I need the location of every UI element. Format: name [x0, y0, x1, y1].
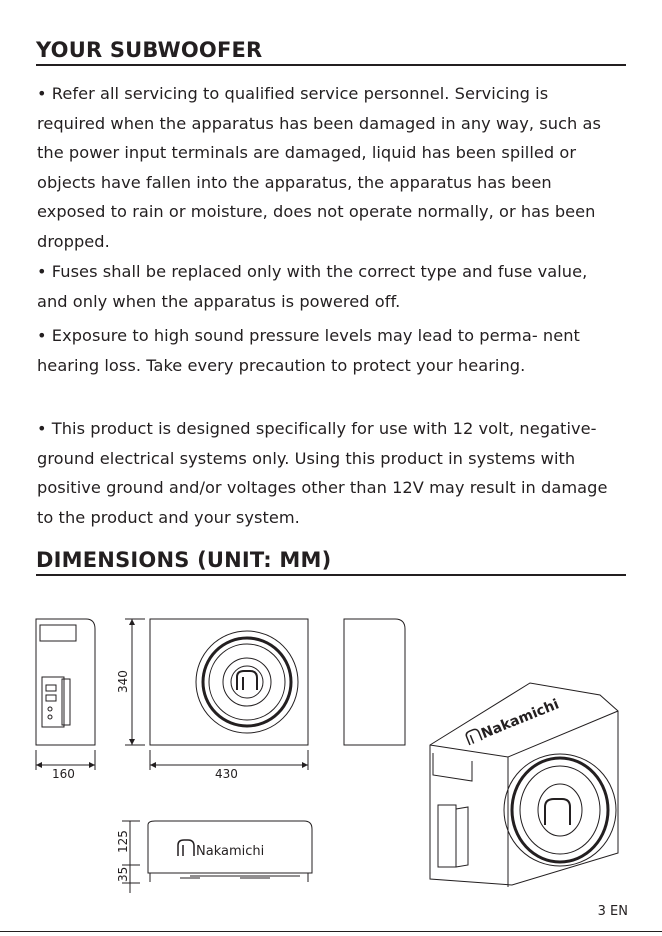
- section-title-your-subwoofer: YOUR SUBWOOFER: [36, 38, 626, 66]
- brand-text-top: Nakamichi: [196, 844, 265, 859]
- front-view-drawing: [150, 619, 308, 745]
- paragraph-fuses: • Fuses shall be replaced only with the correct type and fuse value, and only when the apparatus is powered off.: [37, 262, 588, 311]
- paragraph-servicing: • Refer all servicing to qualified service personnel. Servicing is required when the apparatus has been damaged in any way, such as the power input terminals are damaged, liquid has been spilled or objects have fallen into the apparatus, the apparatus has been exposed to rain or moisture, does not operate normally, or has been dropped.: [37, 84, 601, 251]
- dimensions-diagram: [0, 595, 662, 905]
- side-view-drawing: [36, 619, 95, 745]
- dim-label-125: 125: [116, 830, 130, 853]
- dim-label-160: 160: [52, 767, 75, 781]
- footer-rule: [0, 931, 662, 932]
- section-title-dimensions: DIMENSIONS (UNIT: MM): [36, 548, 626, 576]
- paragraph-12-volt: • This product is designed specifically for use with 12 volt, negative- ground electrical systems only. Using this product in systems with positive ground and/or voltages other than 12V may result in damage to the product and your system.: [37, 419, 608, 527]
- page-number: 3 EN: [597, 904, 628, 919]
- rear-view-drawing: [344, 619, 405, 745]
- dim-label-35: 35: [116, 866, 130, 882]
- paragraph-hearing: • Exposure to high sound pressure levels may lead to perma- nent hearing loss. Take every precaution to protect your hearing.: [37, 326, 580, 375]
- brand-text-iso: Nakamichi: [479, 696, 562, 743]
- dim-label-340: 340: [116, 670, 130, 693]
- dim-label-430: 430: [215, 767, 238, 781]
- brand-logo-iso: [465, 696, 561, 747]
- brand-logo-top: [178, 840, 264, 859]
